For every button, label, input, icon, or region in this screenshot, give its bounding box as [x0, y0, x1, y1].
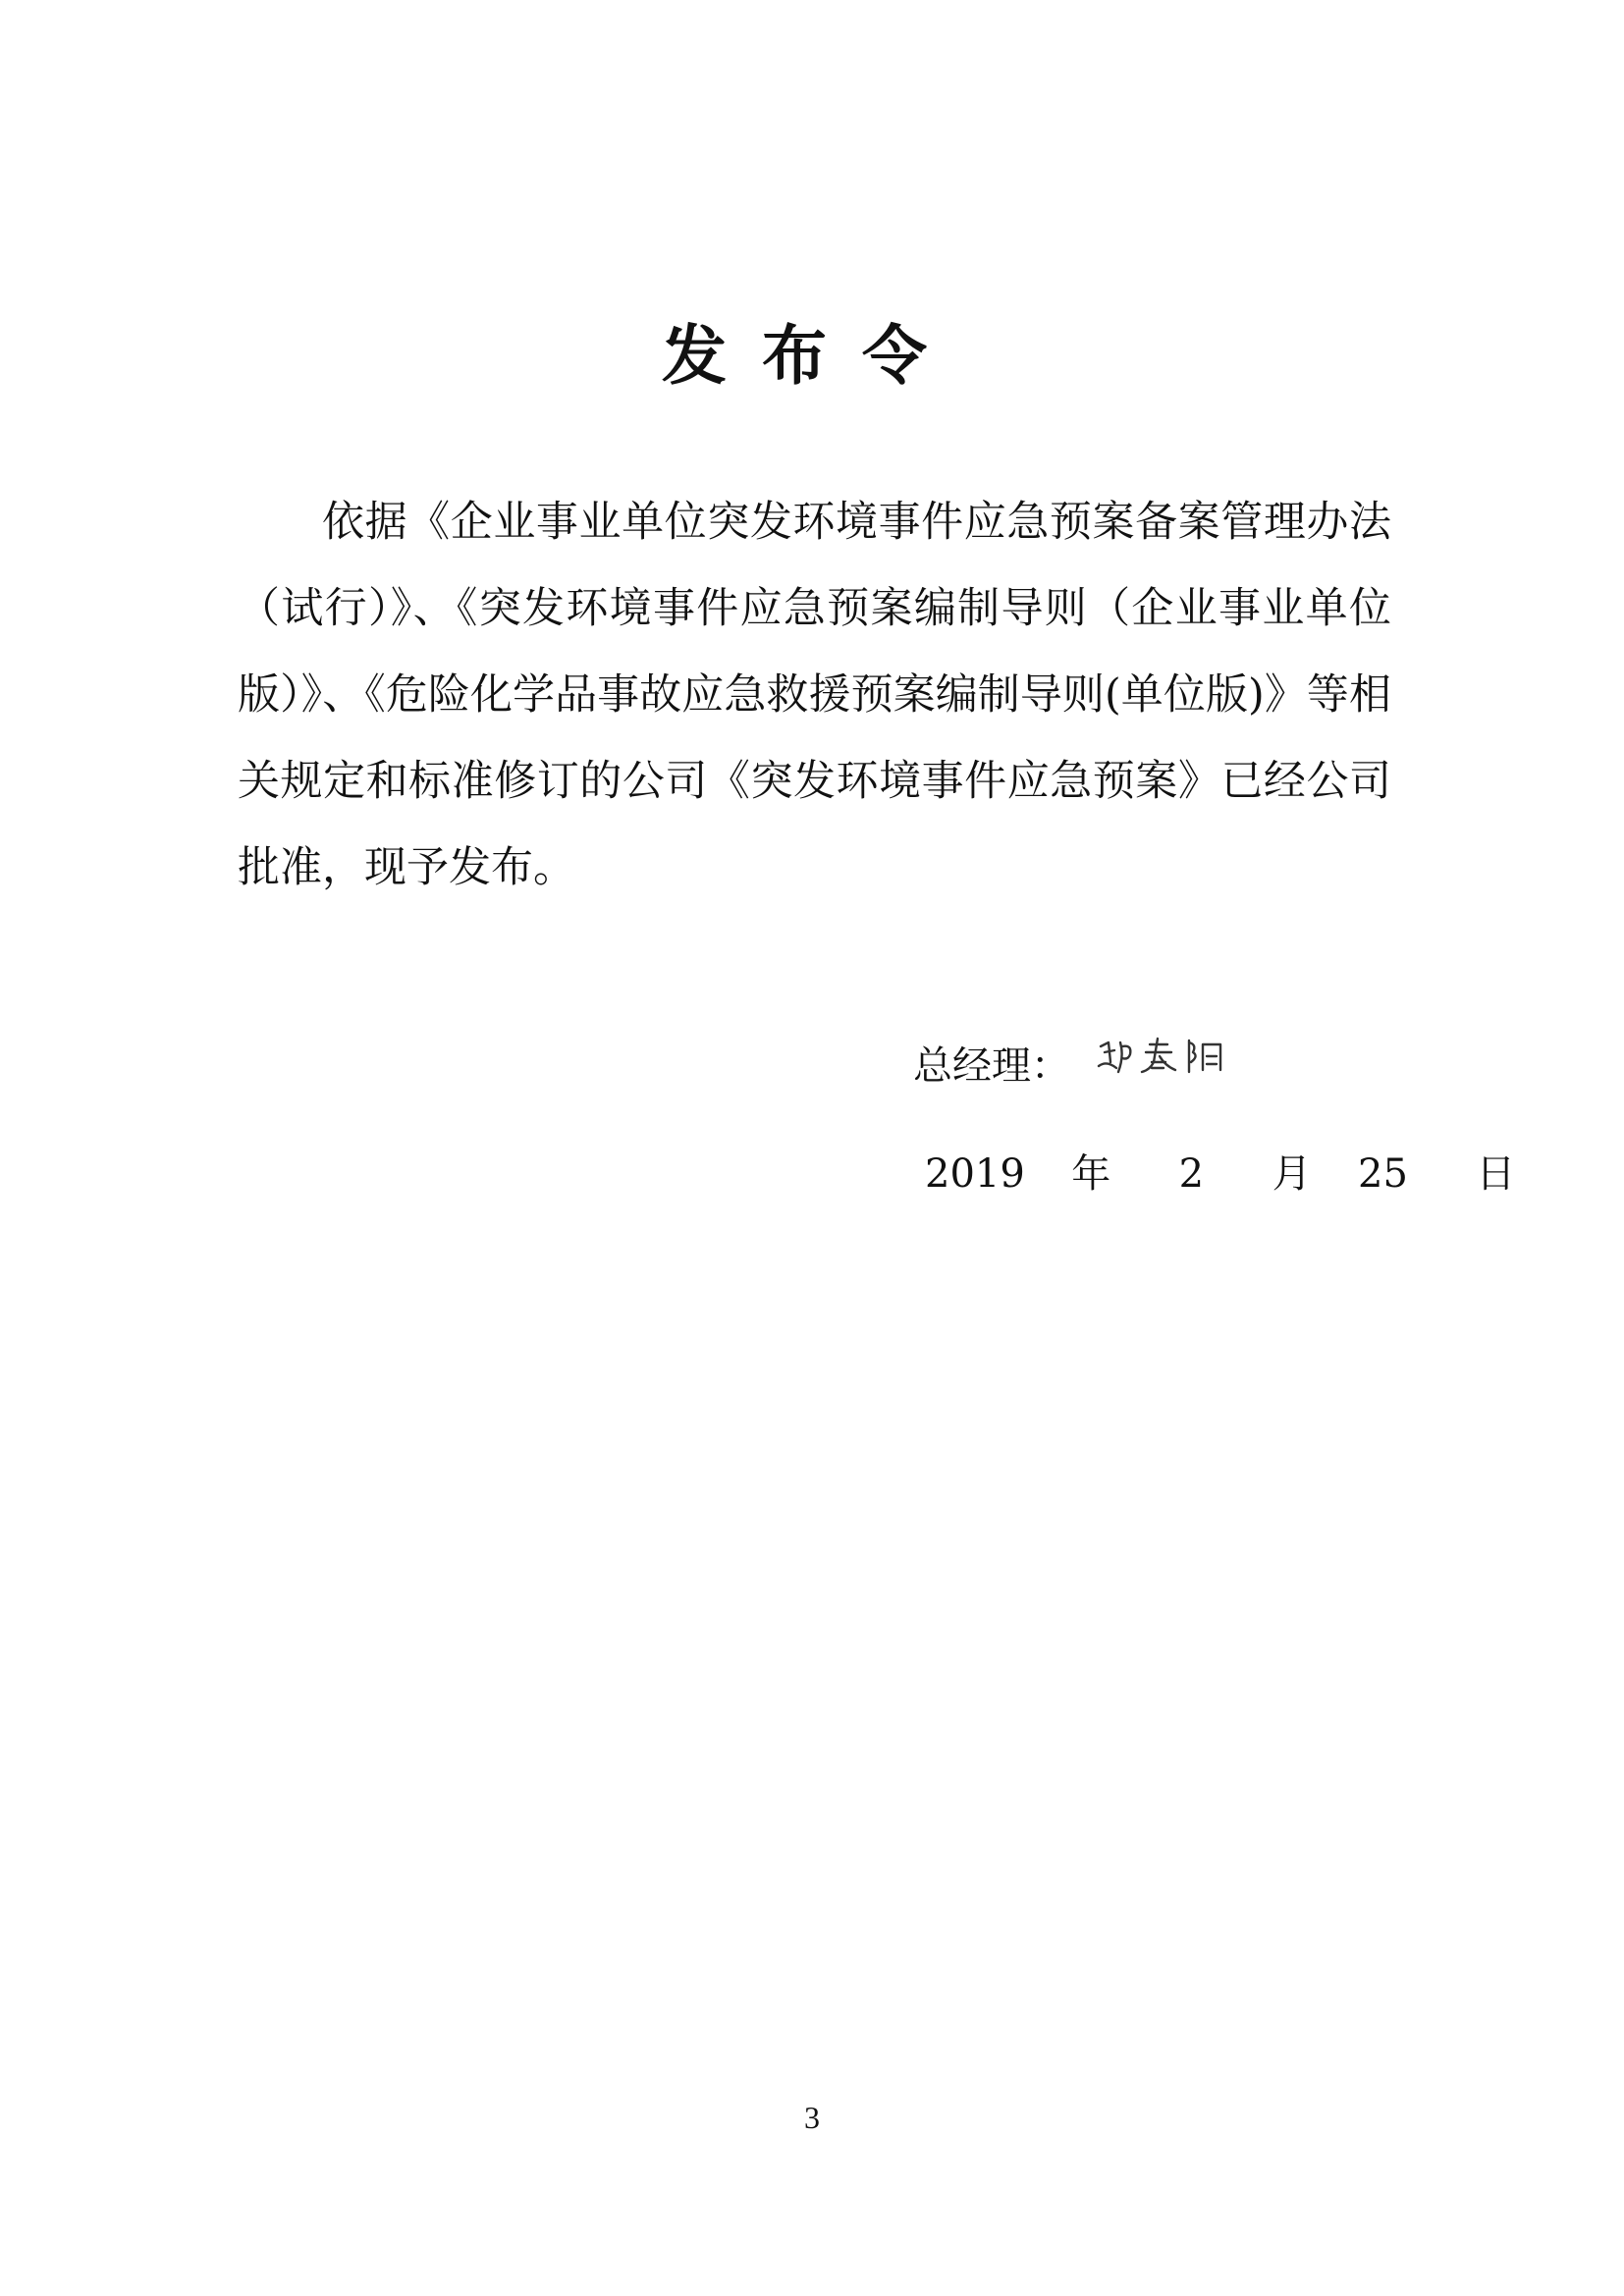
date-day-unit: 日 [1476, 1151, 1516, 1197]
date-day: 25 [1358, 1151, 1408, 1197]
page-number: 3 [804, 2100, 820, 2135]
date-year: 2019 [925, 1151, 1025, 1197]
signature-label: 总经理： [913, 1042, 1070, 1089]
document-title: 发布令 [662, 318, 962, 394]
date-month-unit: 月 [1272, 1151, 1312, 1197]
signature-icon [1095, 1033, 1242, 1082]
body-paragraph: 依据《企业事业单位突发环境事件应急预案备案管理办法（试行）》、《突发环境事件应急预案编制导则（企业事业单位版）》、《危险化学品事故应急救援预案编制导则(单位版)》等相关规定和标准修订的公司《突发环境事件应急预案》已经公司批准，现予发布。 [238, 498, 1391, 892]
handwritten-signature [1095, 1033, 1242, 1098]
date-year-unit: 年 [1071, 1151, 1111, 1197]
date-month: 2 [1178, 1151, 1205, 1197]
date-line [925, 1145, 1515, 1203]
signature-block [913, 1033, 1242, 1098]
body-paragraph-container [238, 479, 1391, 911]
